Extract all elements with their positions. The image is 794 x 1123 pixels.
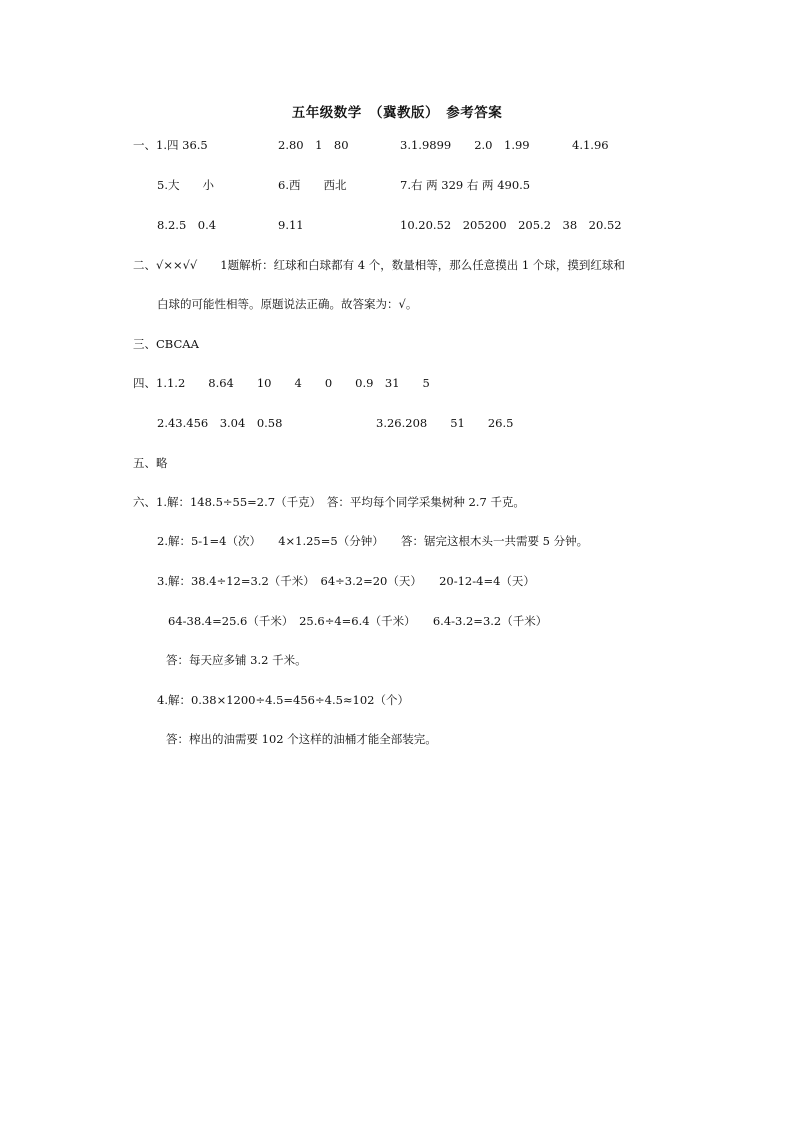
answer-1-9: 9.11 (278, 218, 304, 232)
answer-1-7: 7.右 两 329 右 两 490.5 (400, 178, 531, 192)
section-6-q3-answer: 答：每天应多铺 3.2 千米。 (166, 653, 307, 667)
answer-1-3: 3.1.9899 2.0 1.99 (400, 138, 530, 152)
section-6-q1: 六、1.解：148.5÷55=2.7（千克） 答：平均每个同学采集树种 2.7 千克。 (133, 495, 525, 509)
page-title: 五年级数学 （冀教版） 参考答案 (291, 105, 503, 121)
section-2-line-2: 白球的可能性相等。原题说法正确。故答案为：√。 (157, 297, 418, 311)
section-4-row-2-a: 2.43.456 3.04 0.58 (157, 416, 283, 430)
section-6-q3-line-1: 3.解：38.4÷12=3.2（千米） 64÷3.2=20（天） 20-12-4=4（天） (157, 574, 535, 588)
answer-1-6: 6.西 西北 (278, 178, 347, 192)
answer-1-1: 一、1.四 36.5 (133, 138, 208, 152)
section-5: 五、略 (133, 456, 168, 470)
section-3: 三、CBCAA (133, 337, 199, 351)
section-6-q4-answer: 答：榨出的油需要 102 个这样的油桶才能全部装完。 (166, 732, 437, 746)
answer-1-8: 8.2.5 0.4 (157, 218, 217, 232)
section-4-row-1: 四、1.1.2 8.64 10 4 0 0.9 31 5 (133, 376, 430, 390)
answer-1-4: 4.1.96 (572, 138, 609, 152)
section-6-q4-line-1: 4.解：0.38×1200÷4.5=456÷4.5≈102（个） (157, 693, 409, 707)
answer-1-5: 5.大 小 (157, 178, 214, 192)
section-4-row-2-b: 3.26.208 51 26.5 (376, 416, 514, 430)
section-6-q2: 2.解：5-1=4（次） 4×1.25=5（分钟） 答：锯完这根木头一共需要 5 分钟。 (157, 534, 589, 548)
section-2-line-1: 二、√××√√ 1题解析：红球和白球都有 4 个，数量相等，那么任意摸出 1 个球，摸到红球和 (133, 258, 625, 272)
answer-1-10: 10.20.52 205200 205.2 38 20.52 (400, 218, 622, 232)
answer-1-2: 2.80 1 80 (278, 138, 349, 152)
section-6-q3-line-2: 64-38.4=25.6（千米） 25.6÷4=6.4（千米） 6.4-3.2=3.2（千米） (168, 614, 548, 628)
